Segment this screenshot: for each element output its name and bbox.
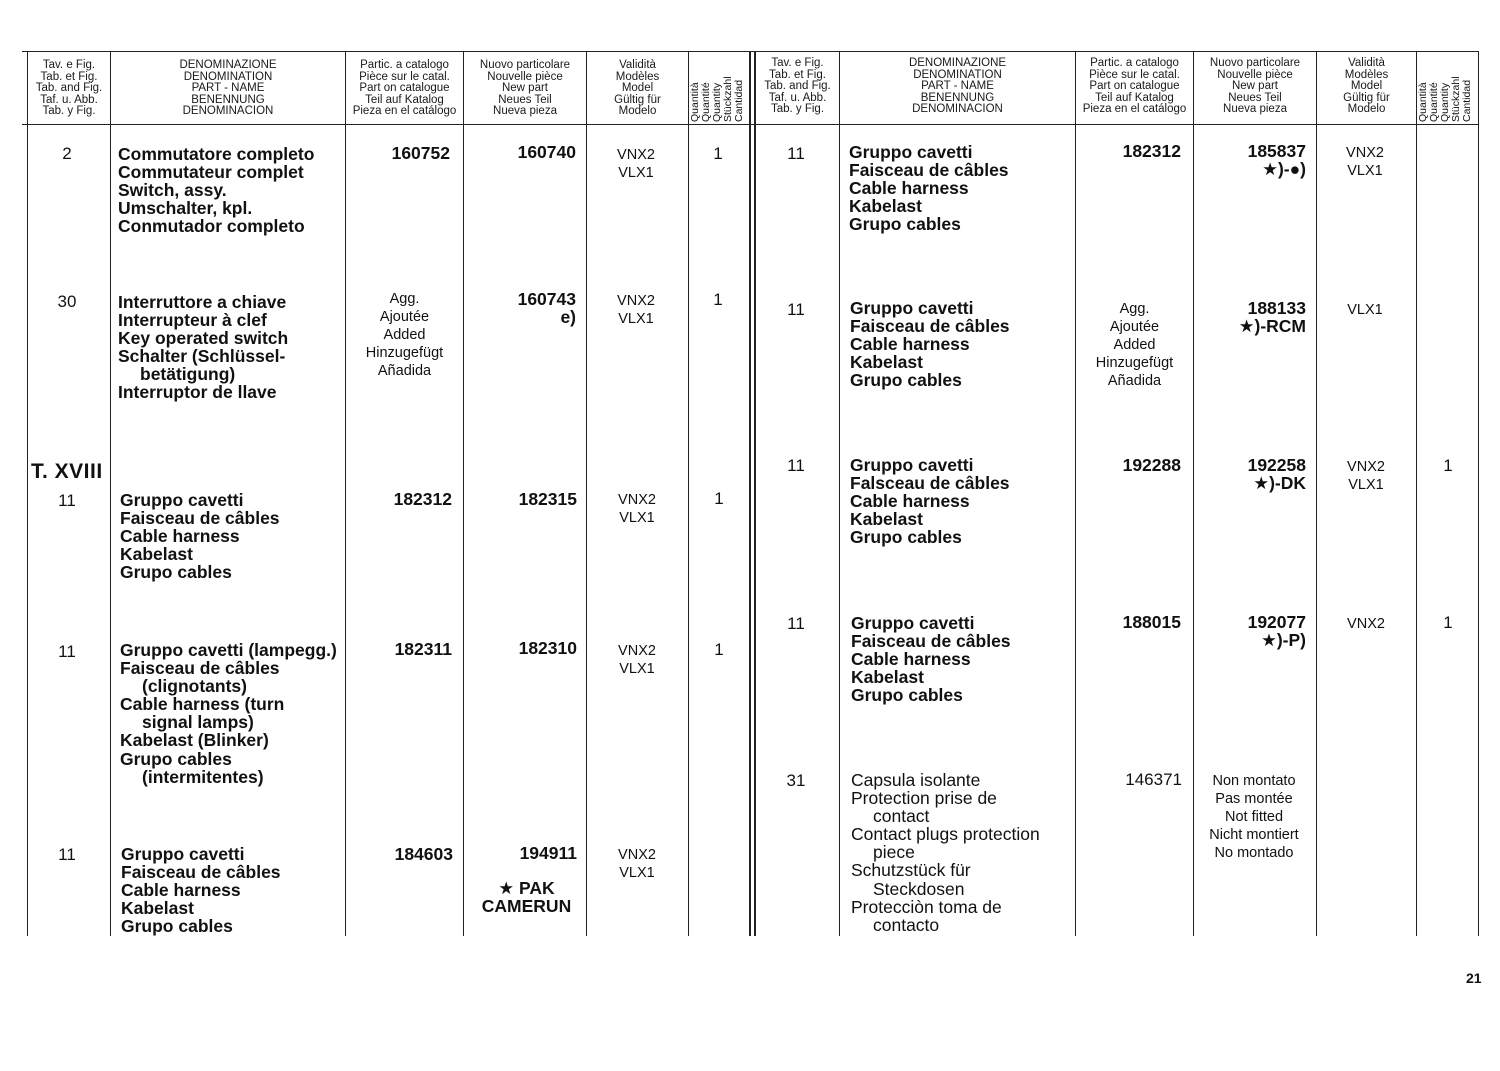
part-description: Gruppo cavetti Faisceau de câbles Cable harness Kabelast Grupo cables — [849, 142, 1009, 235]
col-rule — [1478, 51, 1479, 936]
quantity: 1 — [714, 489, 724, 508]
new-part-number: 182315 — [518, 489, 577, 509]
header-tab-fig: Tav. e Fig. Tab. et Fig. Tab. and Fig. Taf. u. Abb. Tab. y Fig. — [35, 59, 103, 118]
col-rule — [1316, 51, 1317, 936]
new-part-number: 188133 ★)-RCM — [1238, 298, 1306, 337]
col-rule — [1075, 51, 1076, 936]
header-denomination: DENOMINAZIONE DENOMINATION PART - NAME BENENNUNG DENOMINACION — [908, 57, 1007, 116]
catalogue-part-number: 184603 — [394, 844, 453, 864]
added-note: Agg. Ajoutée Added Hinzugefügt Añadida — [365, 291, 444, 379]
catalogue-part-number: 146371 — [1125, 770, 1182, 789]
catalogue-part-number: 182311 — [394, 639, 452, 659]
tab-number: 11 — [787, 144, 805, 163]
col-rule — [586, 51, 587, 936]
tab-number: 11 — [787, 456, 805, 475]
tab-number: 11 — [58, 491, 76, 510]
middle-divider — [749, 51, 751, 936]
added-note: Agg. Ajoutée Added Hinzugefügt Añadida — [1095, 301, 1174, 389]
quantity: 1 — [713, 290, 723, 309]
quantity: 1 — [1443, 456, 1453, 475]
col-rule — [110, 51, 111, 936]
col-rule — [688, 51, 689, 936]
part-description: Capsula isolante Protection prise de contact Contact plugs protection piece Schutzstück für Steckdosen Protecciòn toma de contacto — [851, 770, 1040, 935]
new-part-number: 192258 ★)-DK — [1247, 455, 1306, 494]
tab-number: 30 — [57, 292, 77, 311]
header-new-part: Nuovo particolare Nouvelle pièce New part Neues Teil Nueva pieza — [479, 59, 571, 118]
part-description: Interruttore a chiave Interrupteur à clef Key operated switch Schalter (Schlüssel- betätigung) Interruptor de llave — [118, 292, 289, 403]
not-fitted-note: Non montato Pas montée Not fitted Nicht montiert No montado — [1209, 773, 1299, 861]
model-validity: VNX2 VLX1 — [618, 847, 656, 881]
tab-number: 11 — [58, 845, 76, 864]
quantity: 1 — [1443, 613, 1453, 632]
header-tab-fig: Tav. e Fig. Tab. et Fig. Tab. and Fig. Taf. u. Abb. Tab. y Fig. — [764, 57, 831, 116]
header-quantity: Quantità Quantité Quantity Stückzahl Cantidad — [1417, 76, 1473, 122]
catalogue-part-number: 182312 — [393, 489, 452, 509]
middle-divider — [754, 51, 756, 936]
part-description: Gruppo cavetti Faisceau de câbles Cable harness Kabelast Grupo cables — [121, 844, 281, 937]
part-description: Gruppo cavetti Faisceau de câbles Cable harness Kabelast Grupo cables — [120, 490, 280, 583]
header-catalogue-part: Partic. a catalogo Pièce sur le catal. Part on catalogue Teil auf Katalog Pieza en el catálogo — [1082, 57, 1187, 116]
new-part-number: 192077 ★)-P) — [1247, 612, 1306, 651]
catalogue-part-number: 188015 — [1122, 612, 1181, 632]
tab-number: 11 — [58, 642, 76, 661]
new-part-number: 160740 — [517, 142, 576, 162]
model-validity: VNX2 VLX1 — [617, 293, 655, 327]
catalogue-part-number: 182312 — [1122, 141, 1181, 161]
catalogue-part-number: 192288 — [1122, 455, 1181, 475]
new-part-number: 185837 ★)-●) — [1247, 141, 1306, 180]
model-validity: VNX2 VLX1 — [618, 492, 656, 526]
model-validity: VNX2 VLX1 — [1347, 459, 1385, 493]
header-validity: Validità Modèles Model Gültig für Modelo — [614, 59, 661, 118]
new-part-number: 182310 — [518, 638, 577, 658]
model-validity: VLX1 — [1347, 302, 1383, 318]
page-number: 21 — [1466, 970, 1482, 986]
tab-number: 11 — [787, 300, 805, 319]
new-part-number: 160743 e) — [517, 289, 576, 328]
tab-number: 2 — [62, 144, 72, 163]
part-description: Gruppo cavetti Falsceau de câbles Cable harness Kabelast Grupo cables — [850, 455, 1010, 548]
new-part-number: 194911 — [519, 843, 577, 863]
header-catalogue-part: Partic. a catalogo Pièce sur le catal. Part on catalogue Teil auf Katalog Pieza en el catálogo — [352, 59, 457, 118]
part-description: Gruppo cavetti Faisceau de câbles Cable harness Kabelast Grupo cables — [850, 298, 1010, 391]
part-description: Gruppo cavetti Faisceau de câbles Cable harness Kabelast Grupo cables — [851, 613, 1011, 706]
model-validity: VNX2 VLX1 — [618, 643, 656, 677]
tab-number: 11 — [787, 614, 805, 633]
tab-number: 31 — [786, 771, 806, 790]
country-note: ★ PAK CAMERUN — [481, 878, 572, 917]
col-rule — [1416, 51, 1417, 936]
part-description: Commutatore completo Commutateur complet Switch, assy. Umschalter, kpl. Conmutador completo — [118, 144, 315, 237]
quantity: 1 — [713, 144, 723, 163]
header-denomination: DENOMINAZIONE DENOMINATION PART - NAME BENENNUNG DENOMINACION — [179, 59, 277, 118]
header-new-part: Nuovo particolare Nouvelle pièce New part Neues Teil Nueva pieza — [1209, 57, 1301, 116]
model-validity: VNX2 VLX1 — [617, 147, 655, 181]
section-label: T. XVIII — [31, 460, 103, 483]
catalogue-part-number: 160752 — [391, 143, 450, 163]
model-validity: VNX2 — [1347, 616, 1385, 632]
header-quantity: Quantità Quantité Quantity Stückzahl Cantidad — [689, 76, 745, 122]
col-rule — [839, 51, 840, 936]
part-description: Gruppo cavetti (lampegg.) Faisceau de câbles (clignotants) Cable harness (turn signal lamps) Kabelast (Blinker) Grupo cables (intermitentes) — [120, 640, 337, 787]
header-validity: Validità Modèles Model Gültig für Modelo — [1343, 57, 1390, 116]
quantity: 1 — [714, 640, 724, 659]
model-validity: VNX2 VLX1 — [1346, 145, 1384, 179]
